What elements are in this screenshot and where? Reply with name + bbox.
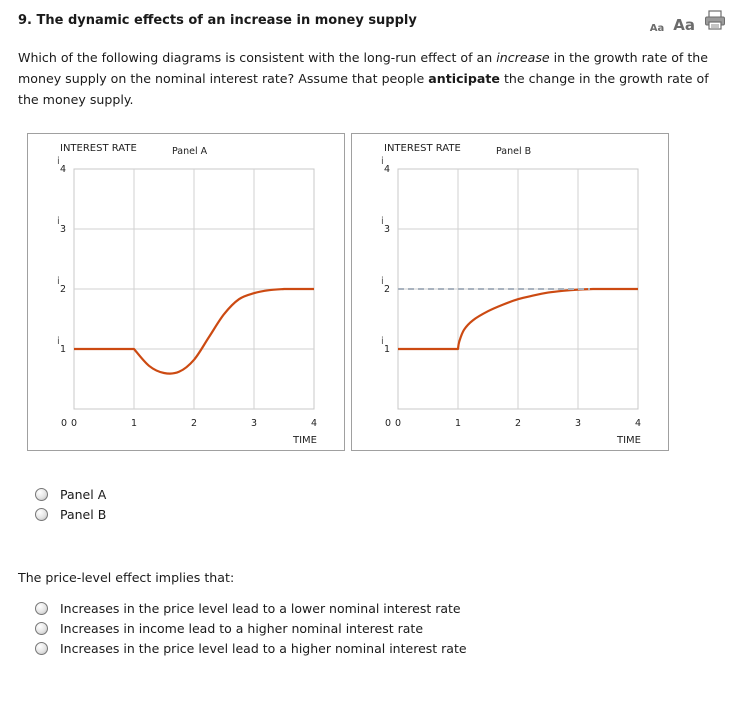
y-tick-origin: 0 xyxy=(61,418,68,429)
panel-title: Panel B xyxy=(496,146,532,157)
y-tick-subscript: 1 xyxy=(60,344,67,355)
option-price-lower-rate[interactable]: Increases in the price level lead to a lower nominal interest rate xyxy=(35,598,467,618)
radio-button[interactable] xyxy=(35,602,48,615)
y-tick-subscript: 4 xyxy=(60,164,67,175)
x-tick-label: 4 xyxy=(634,418,642,429)
radio-button[interactable] xyxy=(35,642,48,655)
question-title: 9. The dynamic effects of an increase in money supply xyxy=(18,13,417,28)
y-tick-base: i xyxy=(57,156,60,167)
x-axis-label: TIME xyxy=(617,435,642,446)
y-axis-label: INTEREST RATE xyxy=(384,143,461,154)
x-tick-label: 0 xyxy=(70,418,78,429)
y-tick-base: i xyxy=(381,276,384,287)
panel-a-svg xyxy=(28,134,344,450)
font-size-tools xyxy=(650,10,726,34)
y-tick-base: i xyxy=(381,156,384,167)
x-tick-label: 3 xyxy=(250,418,258,429)
panel-title: Panel A xyxy=(172,146,208,157)
increase-font-button[interactable]: Aa xyxy=(673,16,695,34)
question-text: Which of the following diagrams is consistent with the long-run effect of an increase in the growth rate of the money supply on the nominal interest rate? Assume that people anticipate the change in the growth rate of the money supply. xyxy=(18,50,709,107)
y-tick-base: i xyxy=(381,216,384,227)
price-level-question: The price-level effect implies that: xyxy=(18,570,235,585)
panel-b-svg xyxy=(352,134,668,450)
y-tick-base: i xyxy=(57,336,60,347)
y-tick-subscript: 3 xyxy=(60,224,67,235)
panel-choice-group xyxy=(35,484,106,524)
radio-button[interactable] xyxy=(35,622,48,635)
decrease-font-button[interactable]: Aa xyxy=(649,23,665,34)
y-tick-subscript: 2 xyxy=(384,284,391,295)
radio-button[interactable] xyxy=(35,488,48,501)
y-tick-subscript: 1 xyxy=(384,344,391,355)
y-tick-subscript: 3 xyxy=(384,224,391,235)
y-tick-base: i xyxy=(381,336,384,347)
x-tick-label: 2 xyxy=(190,418,198,429)
y-tick-base: i xyxy=(57,216,60,227)
x-tick-label: 3 xyxy=(574,418,582,429)
option-price-higher-rate[interactable]: Increases in the price level lead to a higher nominal interest rate xyxy=(35,638,467,658)
x-tick-label: 2 xyxy=(514,418,522,429)
option-panel-a[interactable]: Panel A xyxy=(35,484,106,504)
print-icon xyxy=(704,10,726,30)
y-axis-label: INTEREST RATE xyxy=(60,143,137,154)
x-tick-label: 1 xyxy=(454,418,462,429)
y-tick-origin: 0 xyxy=(385,418,392,429)
print-button[interactable] xyxy=(704,10,726,34)
option-panel-b[interactable]: Panel B xyxy=(35,504,106,524)
y-tick-base: i xyxy=(57,276,60,287)
option-income-higher-rate[interactable]: Increases in income lead to a higher nominal interest rate xyxy=(35,618,467,638)
emphasis-increase: increase xyxy=(496,50,550,65)
price-level-choice-group xyxy=(35,598,467,658)
x-tick-label: 0 xyxy=(394,418,402,429)
panel-a-chart xyxy=(27,133,345,451)
x-axis-label: TIME xyxy=(293,435,318,446)
x-tick-label: 1 xyxy=(130,418,138,429)
y-tick-subscript: 4 xyxy=(384,164,391,175)
y-tick-subscript: 2 xyxy=(60,284,67,295)
x-tick-label: 4 xyxy=(310,418,318,429)
emphasis-anticipate: anticipate xyxy=(428,71,500,86)
radio-button[interactable] xyxy=(35,508,48,521)
panel-b-chart xyxy=(351,133,669,451)
